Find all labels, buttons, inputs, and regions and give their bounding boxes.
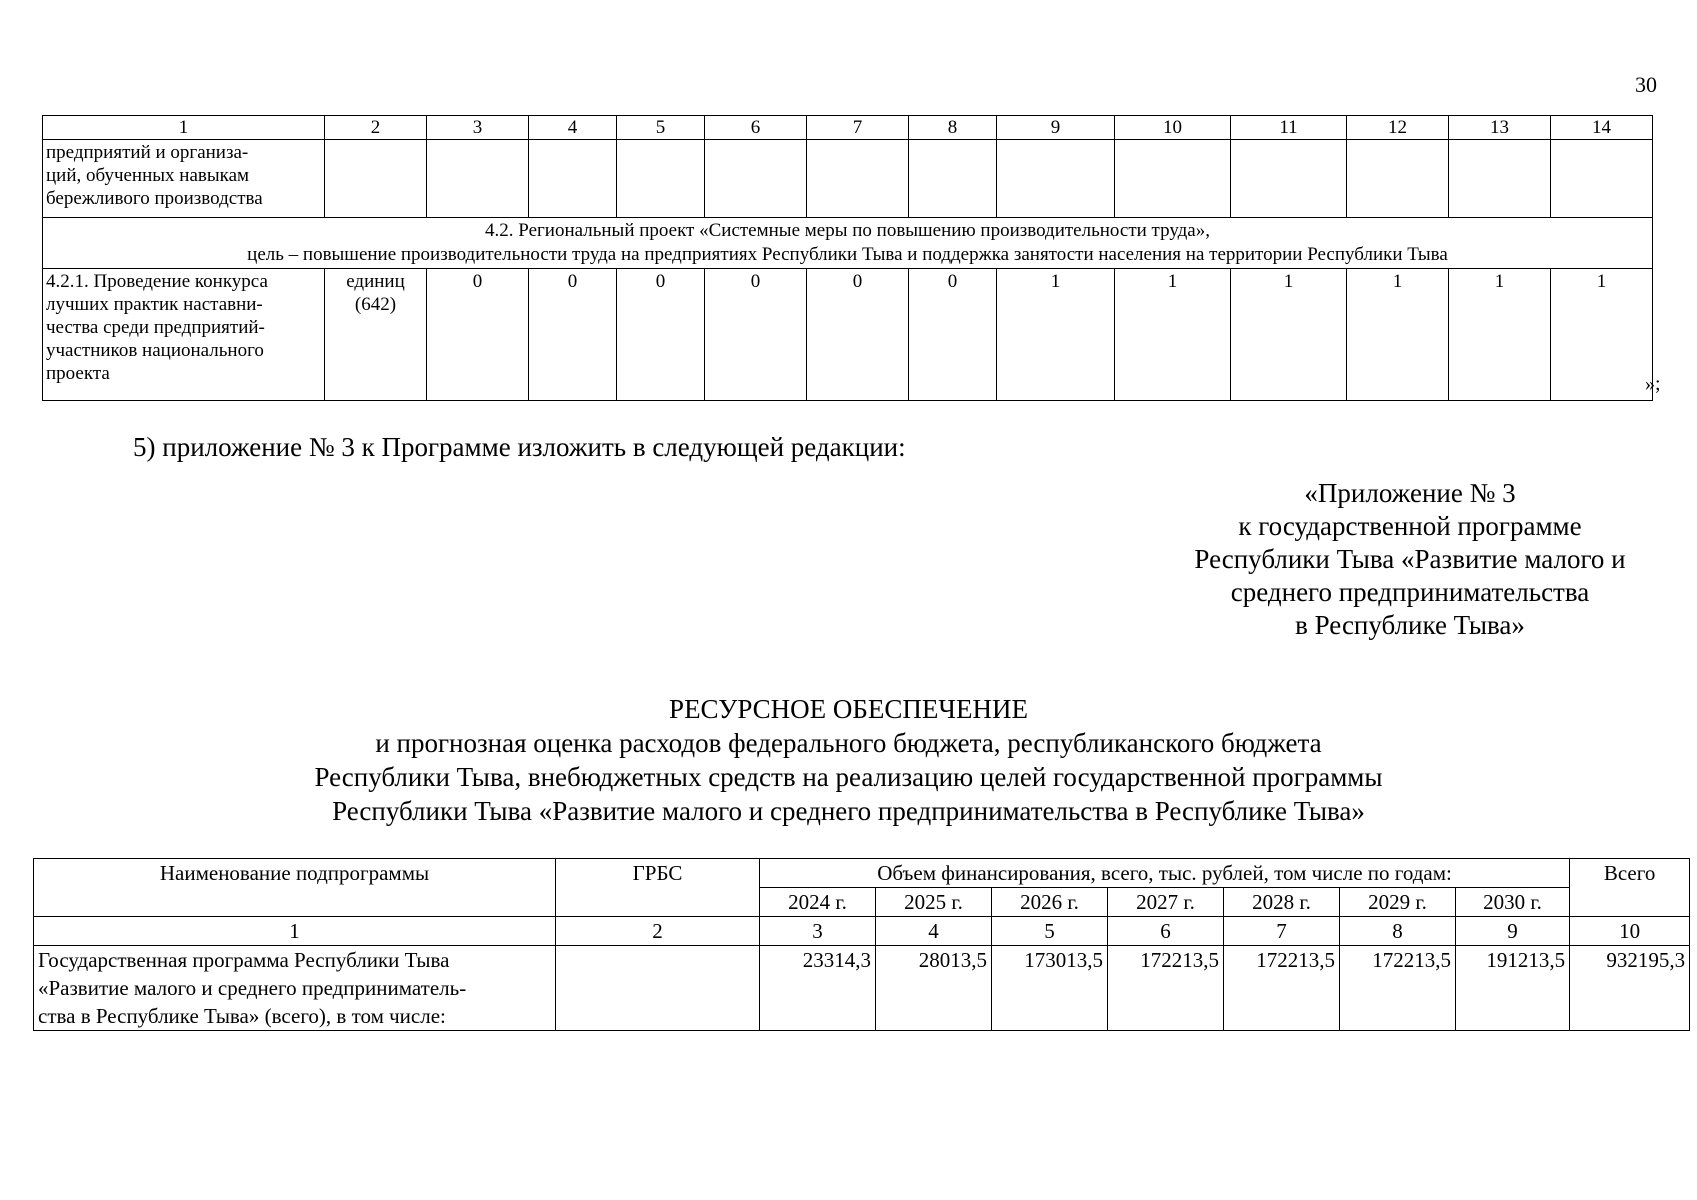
title-line: РЕСУРСНОЕ ОБЕСПЕЧЕНИЕ	[669, 694, 1028, 724]
value-cell: 0	[909, 269, 997, 401]
column-number: 14	[1551, 116, 1653, 140]
indicator-name: 4.2.1. Проведение конкурса лучших практик наставни- чества среди предприятий- участников национального проекта	[43, 269, 325, 401]
column-number: 7	[807, 116, 909, 140]
title-line: и прогнозная оценка расходов федерального бюджета, республиканского бюджета	[375, 728, 1322, 758]
column-number: 7	[1224, 917, 1340, 946]
appendix-line: к государственной программе	[1238, 511, 1582, 541]
page-number: 30	[1635, 72, 1657, 97]
column-number: 3	[760, 917, 876, 946]
value-cell: 191213,5	[1456, 946, 1570, 1031]
table-row	[43, 140, 1653, 218]
year-header: 2024 г.	[760, 888, 876, 917]
document-title	[0, 692, 1697, 828]
col-name-header: Наименование подпрограммы	[34, 859, 556, 917]
section-title: 4.2. Региональный проект «Системные меры по повышению производительности труда»,	[485, 220, 1210, 241]
column-number: 10	[1570, 917, 1690, 946]
table-row	[34, 946, 1690, 1031]
value-cell: 1	[1551, 269, 1653, 401]
value-cell: 23314,3	[760, 946, 876, 1031]
column-number: 5	[617, 116, 705, 140]
column-number-row	[34, 917, 1690, 946]
indicators-table	[42, 115, 1653, 401]
header-row	[34, 859, 1690, 888]
value-cell: 172213,5	[1340, 946, 1456, 1031]
table-row	[43, 269, 1653, 401]
column-number: 11	[1231, 116, 1347, 140]
section-goal: цель – повышение производительности труда на предприятиях Республики Тыва и поддержка занятости населения на территории Республики Тыва	[247, 244, 1448, 265]
value-cell: 172213,5	[1108, 946, 1224, 1031]
appendix-line: Республики Тыва «Развитие малого и	[1194, 544, 1626, 574]
value-cell: 0	[807, 269, 909, 401]
column-number: 1	[43, 116, 325, 140]
appendix-line: среднего предпринимательства	[1230, 577, 1590, 607]
value-cell: 0	[427, 269, 529, 401]
value-cell: 0	[705, 269, 807, 401]
column-number: 6	[705, 116, 807, 140]
year-header: 2027 г.	[1108, 888, 1224, 917]
amendment-paragraph: 5) приложение № 3 к Программе изложить в следующей редакции:	[133, 432, 906, 462]
value-cell: 172213,5	[1224, 946, 1340, 1031]
column-number: 9	[997, 116, 1115, 140]
value-cell: 1	[1347, 269, 1449, 401]
year-header: 2025 г.	[876, 888, 992, 917]
unit-cell: единиц (642)	[325, 269, 427, 401]
col-volume-header: Объем финансирования, всего, тыс. рублей, том числе по годам:	[760, 859, 1570, 888]
program-name: Государственная программа Республики Тыва «Развитие малого и среднего предприниматель- ства в Республике Тыва» (всего), в том числе:	[34, 946, 556, 1031]
section-row	[43, 218, 1653, 269]
section-heading	[43, 218, 1653, 269]
column-number: 8	[1340, 917, 1456, 946]
column-number-row	[43, 116, 1653, 140]
value-cell: 0	[617, 269, 705, 401]
appendix-line: «Приложение № 3	[1304, 478, 1516, 508]
col-total-header: Всего	[1570, 859, 1690, 917]
column-number: 8	[909, 116, 997, 140]
column-number: 13	[1449, 116, 1551, 140]
column-number: 1	[34, 917, 556, 946]
column-number: 6	[1108, 917, 1224, 946]
year-header: 2026 г.	[992, 888, 1108, 917]
column-number: 4	[876, 917, 992, 946]
appendix-heading	[1160, 477, 1660, 642]
value-cell: 28013,5	[876, 946, 992, 1031]
column-number: 3	[427, 116, 529, 140]
value-cell: 1	[997, 269, 1115, 401]
value-cell: 0	[529, 269, 617, 401]
col-grbs-header: ГРБС	[556, 859, 760, 917]
column-number: 4	[529, 116, 617, 140]
value-cell: 173013,5	[992, 946, 1108, 1031]
value-cell: 1	[1115, 269, 1231, 401]
indicator-name: предприятий и организа- ций, обученных навыкам бережливого производства	[43, 140, 325, 218]
total-cell: 932195,3	[1570, 946, 1690, 1031]
closing-quote: »;	[1645, 373, 1661, 395]
funding-table	[33, 858, 1690, 1031]
year-header: 2030 г.	[1456, 888, 1570, 917]
grbs-cell	[556, 946, 760, 1031]
column-number: 10	[1115, 116, 1231, 140]
column-number: 2	[325, 116, 427, 140]
column-number: 5	[992, 917, 1108, 946]
title-line: Республики Тыва, внебюджетных средств на реализацию целей государственной программы	[314, 762, 1383, 792]
value-cell: 1	[1449, 269, 1551, 401]
value-cell: 1	[1231, 269, 1347, 401]
year-header: 2029 г.	[1340, 888, 1456, 917]
column-number: 12	[1347, 116, 1449, 140]
column-number: 9	[1456, 917, 1570, 946]
title-line: Республики Тыва «Развитие малого и среднего предпринимательства в Республике Тыва»	[332, 796, 1365, 826]
column-number: 2	[556, 917, 760, 946]
year-header: 2028 г.	[1224, 888, 1340, 917]
appendix-line: в Республике Тыва»	[1295, 610, 1525, 640]
